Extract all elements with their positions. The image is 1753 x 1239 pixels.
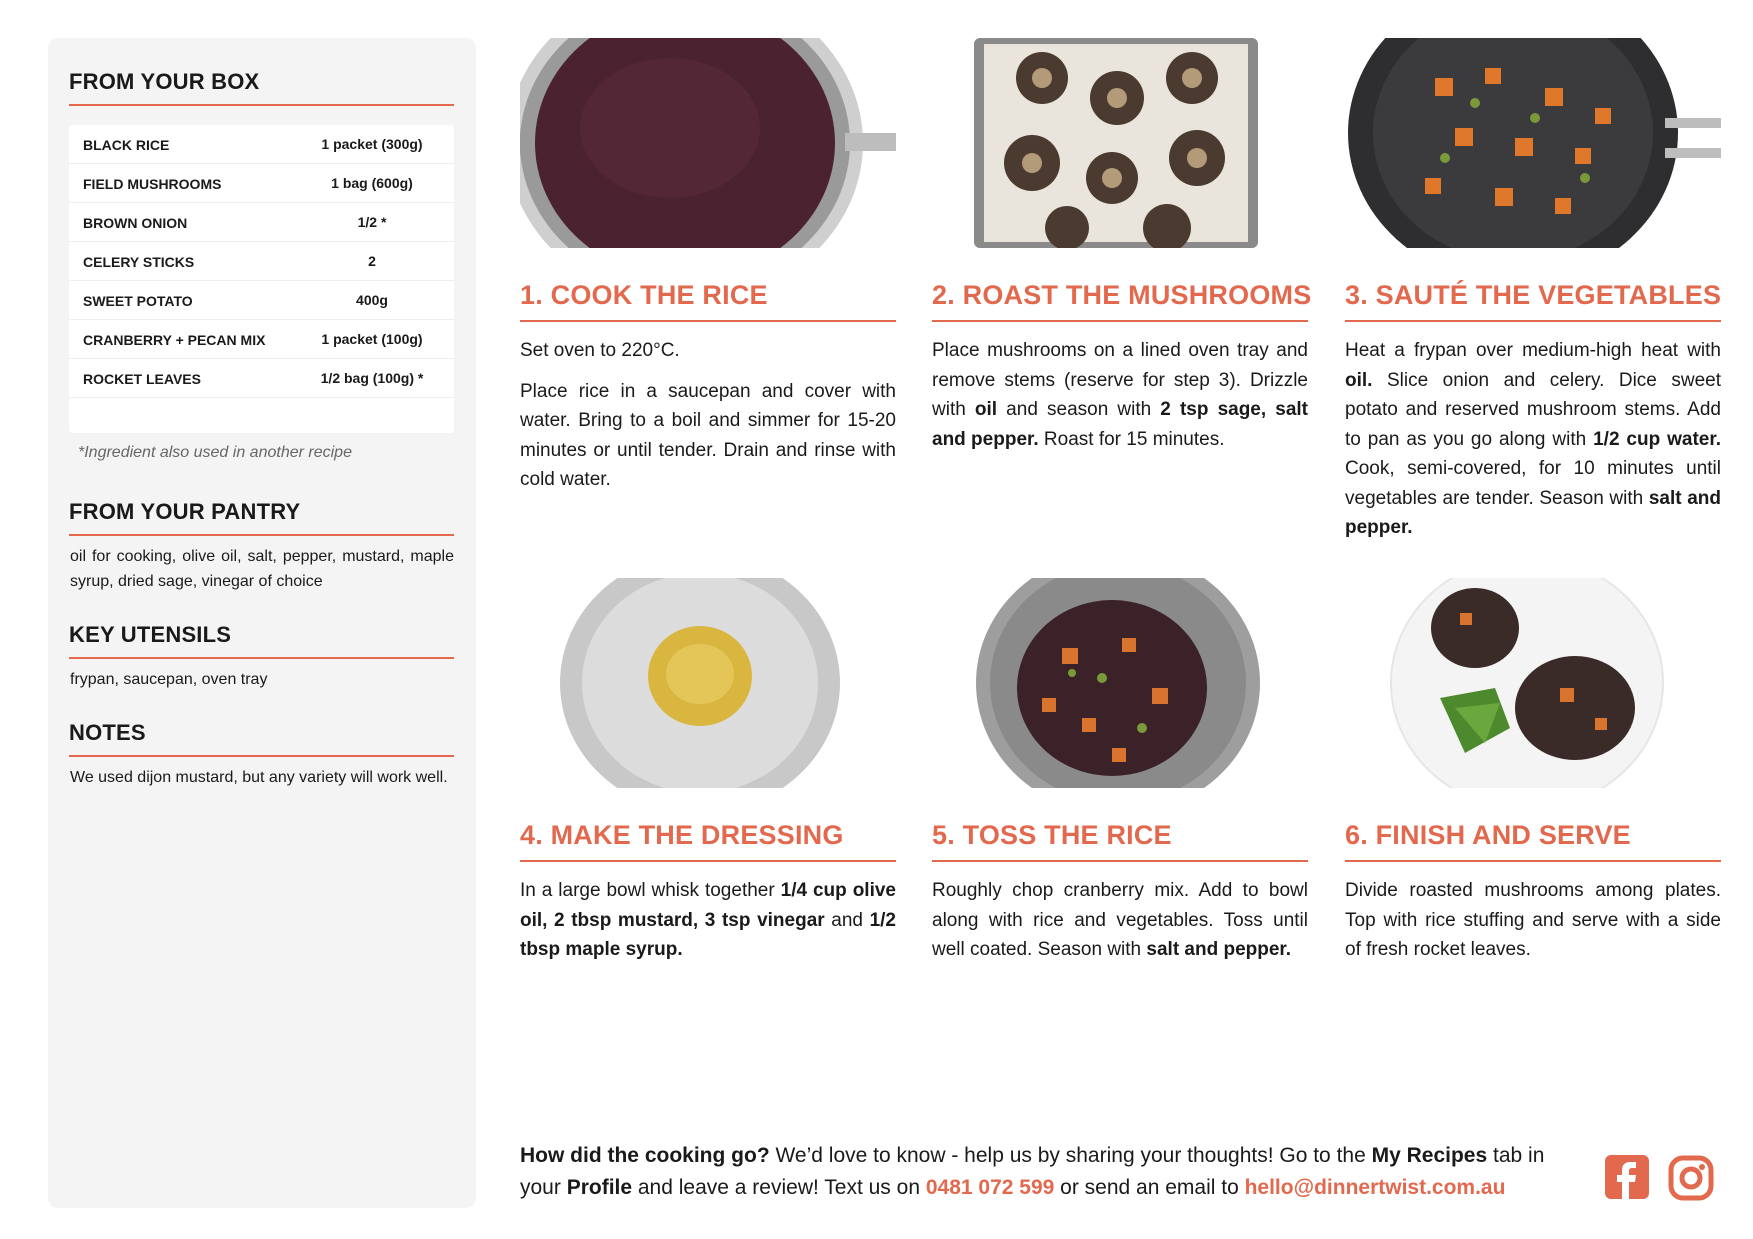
step-3-text: Cook, semi-covered, for 10 minutes until vegetables are tender. Season with [1345, 458, 1721, 509]
ingredient-name: SWEET POTATO [83, 293, 193, 309]
ingredient-qty: 400g [356, 292, 388, 308]
step-1-photo [520, 38, 896, 248]
step-4-divider [520, 860, 896, 862]
footer-bold: How did the cooking go? [520, 1144, 770, 1167]
step-4-title: 4. MAKE THE DRESSING [520, 820, 844, 850]
footer-text: and leave a review! Text us on [632, 1176, 926, 1199]
step-2-title: 2. ROAST THE MUSHROOMS [932, 280, 1312, 310]
ingredient-row [69, 203, 454, 242]
step-3-bold: oil. [1345, 369, 1373, 391]
step-3-photo [1345, 38, 1721, 248]
step-4-body [520, 876, 896, 976]
feedback-footer [520, 1140, 1580, 1204]
footer-bold: My Recipes [1371, 1144, 1488, 1167]
step-6-title: 6. FINISH AND SERVE [1345, 820, 1631, 850]
ingredient-name: BROWN ONION [83, 215, 188, 231]
step-4-text: and [824, 909, 870, 931]
pantry-title: FROM YOUR PANTRY [69, 499, 301, 524]
step-1-title: 1. COOK THE RICE [520, 280, 768, 310]
from-box-divider [69, 104, 454, 106]
step-3-bold: 1/2 cup water. [1593, 428, 1721, 450]
step-5-divider [932, 860, 1308, 862]
step-4-text: In a large bowl whisk together [520, 880, 781, 901]
step-6-text: Divide roasted mushrooms among plates. Top with rice stuffing and serve with a side of fresh rocket leaves. [1345, 880, 1721, 960]
ingredient-qty: 1/2 bag (100g) * [320, 370, 424, 386]
notes-divider [69, 755, 454, 757]
utensils-text: frypan, saucepan, oven tray [70, 671, 268, 688]
notes-text: We used dijon mustard, but any variety will work well. [70, 769, 448, 786]
ingredient-qty: 1/2 * [357, 214, 387, 230]
step-3-bold: salt and pepper. [1345, 487, 1721, 538]
step-4-photo [520, 578, 896, 788]
step-5-text: Roughly chop cranberry mix. Add to bowl along with rice and vegetables. Toss until well coated. Season with [932, 880, 1308, 960]
ingredient-row [69, 242, 454, 281]
ingredient-row [69, 125, 454, 164]
ingredient-qty: 1 packet (300g) [321, 136, 423, 152]
step-1-body [520, 336, 896, 506]
facebook-icon[interactable] [1605, 1155, 1649, 1204]
ingredient-qty: 1 packet (100g) [321, 331, 423, 347]
step-2-body [932, 336, 1308, 465]
step-2-bold: 2 tsp sage, salt and pepper. [932, 399, 1308, 450]
ingredient-row [69, 320, 454, 359]
step-2-text: Roast for 15 minutes. [1038, 428, 1225, 450]
pantry-divider [69, 534, 454, 536]
step-6-photo [1345, 578, 1721, 788]
ingredient-name: BLACK RICE [83, 137, 170, 153]
step-1-text: Place rice in a saucepan and cover with water. Bring to a boil and simmer for 15-20 minutes or until tender. Drain and rinse with cold water. [520, 380, 896, 490]
step-6-body [1345, 876, 1721, 976]
utensils-divider [69, 657, 454, 659]
ingredient-row [69, 164, 454, 203]
footer-text: We’d love to know - help us by sharing your thoughts! Go to the [769, 1144, 1372, 1167]
step-4-bold: 1/4 cup olive oil, 2 tbsp mustard, 3 tsp vinegar [520, 880, 896, 931]
step-2-text: Place mushrooms on a lined oven tray and remove stems (reserve for step 3). Drizzle with [932, 340, 1308, 420]
step-4-bold: 1/2 tbsp maple syrup. [520, 909, 896, 960]
phone-link[interactable]: 0481 072 599 [925, 1176, 1055, 1199]
ingredients-sidebar [48, 38, 476, 1208]
step-3-body [1345, 336, 1721, 554]
step-5-title: 5. TOSS THE RICE [932, 820, 1172, 850]
step-2-photo [932, 38, 1308, 248]
step-5-photo [932, 578, 1308, 788]
step-3-divider [1345, 320, 1721, 322]
step-3-title: 3. SAUTÉ THE VEGETABLES [1345, 280, 1722, 310]
step-5-bold: salt and pepper. [1146, 939, 1292, 960]
footer-text: tab in your [520, 1144, 1545, 1199]
step-6-divider [1345, 860, 1721, 862]
step-5-body [932, 876, 1308, 976]
step-2-text: and season with [997, 399, 1161, 420]
step-3-text: Slice onion and celery. Dice sweet potato and reserved mushroom stems. Add to pan as you go along with [1345, 369, 1721, 450]
ingredient-row [69, 281, 454, 320]
step-3-text: Heat a frypan over medium-high heat with [1345, 340, 1721, 361]
ingredient-name: FIELD MUSHROOMS [83, 176, 222, 192]
email-link[interactable]: hello@dinnertwist.com.au [1244, 1176, 1506, 1199]
step-1-text: Set oven to 220°C. [520, 340, 680, 361]
pantry-text: oil for cooking, olive oil, salt, pepper, mustard, maple syrup, dried sage, vinegar of choice [70, 548, 454, 590]
ingredient-row [69, 359, 454, 398]
ingredient-qty: 2 [368, 253, 376, 269]
from-box-title: FROM YOUR BOX [69, 69, 260, 94]
ingredient-name: CRANBERRY + PECAN MIX [83, 332, 266, 348]
ingredient-table [69, 125, 454, 433]
notes-title: NOTES [69, 720, 146, 745]
footer-text: or send an email to [1054, 1176, 1245, 1199]
ingredient-name: ROCKET LEAVES [83, 371, 201, 387]
step-1-divider [520, 320, 896, 322]
ingredient-name: CELERY STICKS [83, 254, 195, 270]
ingredient-footnote: *Ingredient also used in another recipe [78, 444, 352, 461]
instagram-icon[interactable] [1668, 1155, 1714, 1206]
ingredient-qty: 1 bag (600g) [331, 175, 413, 191]
footer-bold: Profile [566, 1176, 633, 1199]
step-2-bold: oil [974, 399, 998, 420]
step-2-divider [932, 320, 1308, 322]
utensils-title: KEY UTENSILS [69, 622, 232, 647]
